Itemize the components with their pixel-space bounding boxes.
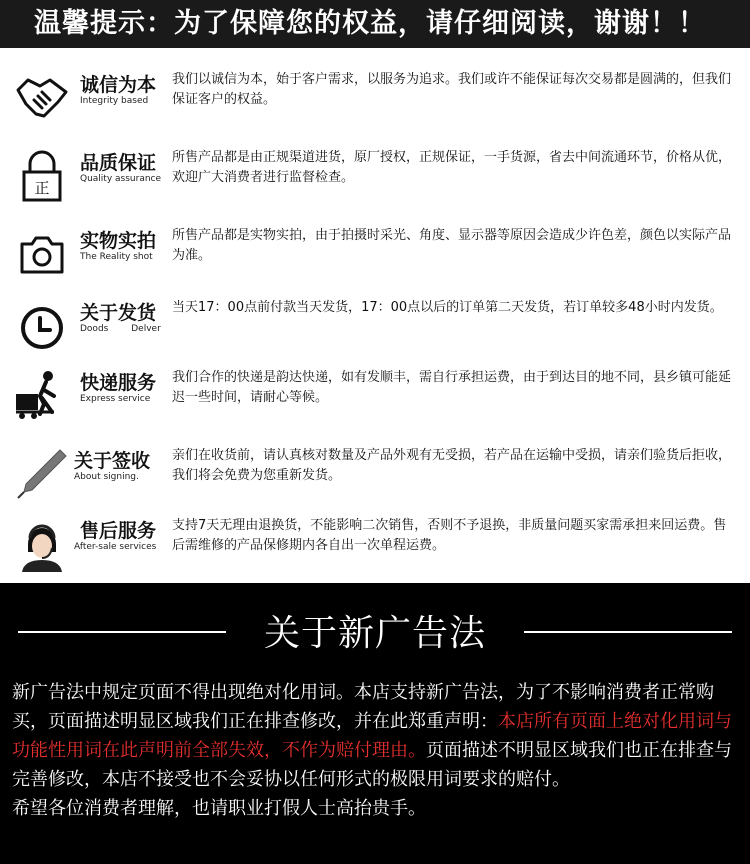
- section-title: 诚信为本: [80, 74, 157, 96]
- section-reality-shot: [0, 222, 750, 292]
- section-subtitle: The Reality shot: [80, 252, 153, 262]
- section-subtitle: Quality assurance: [80, 174, 162, 184]
- section-quality: [0, 144, 750, 214]
- lock-icon: [14, 148, 70, 204]
- delivery-icon: [14, 368, 70, 424]
- top-notice-bar: 温馨提示：为了保障您的权益，请仔细阅读，谢谢！！: [0, 0, 750, 48]
- camera-icon: [14, 226, 70, 282]
- svg-text:正: 正: [34, 179, 50, 197]
- section-subtitle: About signing.: [74, 472, 139, 482]
- section-after-sale: [0, 512, 750, 582]
- clock-icon: [14, 298, 70, 354]
- handshake-icon: [14, 70, 70, 126]
- section-signing: [0, 442, 750, 512]
- section-description: 亲们在收货前，请认真核对数量及产品外观有无受损，若产品在运输中受损，请亲们验货后拒收，我们将会免费为您重新发货。: [172, 448, 732, 483]
- section-integrity: [0, 66, 750, 136]
- section-description: 所售产品都是实物实拍，由于拍摄时采光、角度、显示器等原因会造成少许色差，颜色以实际产品为准。: [172, 228, 732, 263]
- section-subtitle: Express service: [80, 394, 151, 404]
- section-title: 实物实拍: [80, 230, 157, 252]
- section-description: 当天17：00点前付款当天发货，17：00点以后的订单第二天发货，若订单较多48小时内发货。: [172, 300, 723, 315]
- section-title: 售后服务: [80, 520, 157, 542]
- section-subtitle: After-sale services: [74, 542, 157, 552]
- section-description: 所售产品都是由正规渠道进货，原厂授权，正规保证，一手货源，省去中间流通环节，价格从优，欢迎广大消费者进行监督检查。: [172, 150, 732, 185]
- ad-law-text: 新广告法中规定页面不得出现绝对化用词。本店支持新广告法，为了不影响消费者正常购买，页面描述明显区域我们正在排查修改，并在此郑重声明：: [12, 682, 714, 732]
- section-shipping: [0, 294, 750, 364]
- section-title: 品质保证: [80, 152, 157, 174]
- section-subtitle: Doods Delver: [80, 324, 161, 334]
- section-title: 快递服务: [80, 372, 157, 394]
- ad-law-closing: 希望各位消费者理解，也请职业打假人士高抬贵手。: [12, 798, 426, 819]
- ad-law-paragraph: [12, 678, 742, 823]
- pen-icon: [14, 446, 70, 502]
- ad-law-section: [0, 583, 750, 864]
- ad-law-text-end: 页面描述不明显区域我们也正在排查与完善修改，本店不接受也不会妥协以任何形式的极限用词要求的赔付。: [12, 740, 732, 790]
- section-express: [0, 364, 750, 434]
- ad-law-heading: 关于新广告法: [263, 613, 486, 654]
- section-description: 我们以诚信为本，始于客户需求，以服务为追求。我们或许不能保证每次交易都是圆满的，但我们保证客户的权益。: [172, 72, 732, 107]
- customer-service-icon: [14, 516, 70, 572]
- section-title: 关于签收: [74, 450, 151, 472]
- section-description: 我们合作的快递是韵达快递，如有发顺丰，需自行承担运费，由于到达目的地不同，县乡镇可能延迟一些时间，请耐心等候。: [172, 370, 732, 405]
- section-subtitle: Integrity based: [80, 96, 149, 106]
- ad-law-highlight: 本店所有页面上绝对化用词与功能性用词在此声明前全部失效，不作为赔付理由。: [12, 711, 732, 761]
- section-description: 支持7天无理由退换货，不能影响二次销售，否则不予退换，非质量问题买家需承担来回运费。售后需维修的产品保修期内各自出一次单程运费。: [172, 518, 727, 553]
- section-title: 关于发货: [80, 302, 157, 324]
